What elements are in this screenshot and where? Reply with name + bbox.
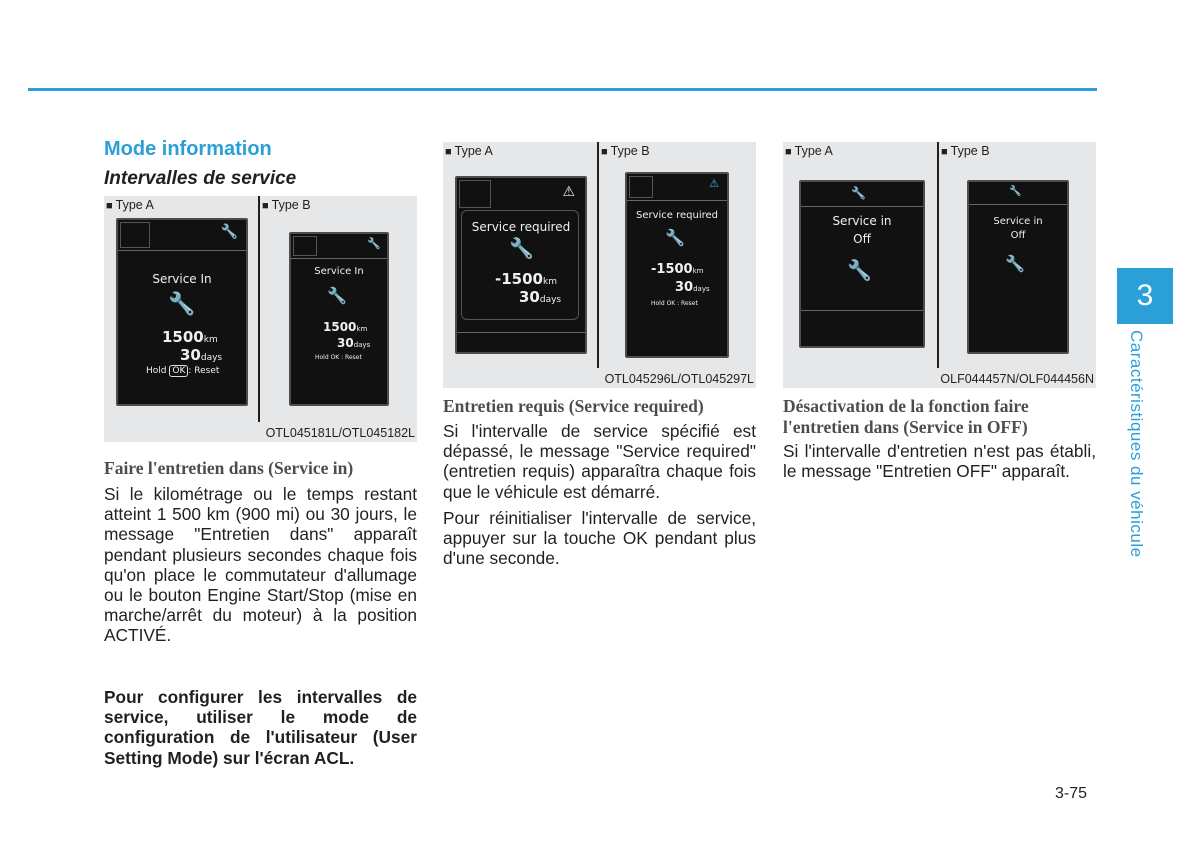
km-value: -1500km <box>495 270 557 288</box>
figure-type-a-label: ■ Type A <box>106 198 154 212</box>
days-value: 30days <box>675 280 710 295</box>
figure-code: OTL045181L/OTL045182L <box>265 426 415 440</box>
figure-service-in <box>104 196 417 442</box>
screen-divider <box>801 310 923 311</box>
cluster-screen-type-b <box>967 180 1069 354</box>
km-value: 1500km <box>323 320 368 334</box>
screen-divider <box>291 258 387 259</box>
wrench-icon: 🔧 <box>851 186 866 200</box>
cluster-screen-type-b <box>625 172 729 358</box>
cluster-screen-type-a <box>455 176 587 354</box>
heading-service-in: Faire l'entretien dans (Service in) <box>104 458 354 478</box>
figure-code: OTL045296L/OTL045297L <box>604 372 754 386</box>
paragraph: Si l'intervalle d'entretien n'est pas établi, le message "Entretien OFF" apparaît. <box>783 441 1096 482</box>
figure-service-required <box>443 142 756 388</box>
service-message: Service In <box>152 272 212 286</box>
warning-icon: ⚠ <box>562 184 575 200</box>
body-service-in <box>104 484 417 646</box>
cluster-screen-type-b <box>289 232 389 406</box>
header-rule <box>28 88 1097 91</box>
chapter-tab: 3 <box>1117 268 1173 324</box>
screen-divider <box>118 250 246 251</box>
screen-icon-box <box>629 176 653 198</box>
hold-reset-hint: Hold OK : Reset <box>315 354 362 361</box>
service-status: Off <box>1010 230 1026 241</box>
service-message: Service required <box>471 220 571 234</box>
body-service-off <box>783 441 1096 481</box>
screen-divider <box>969 204 1067 205</box>
page-number: 3-75 <box>1055 785 1088 802</box>
wrench-icon: 🔧 <box>367 237 381 250</box>
figure-divider <box>258 196 260 422</box>
figure-type-b-label: ■ Type B <box>941 144 990 158</box>
heading-service-required: Entretien requis (Service required) <box>443 396 704 416</box>
warning-icon: ⚠ <box>709 177 719 190</box>
hold-reset-hint: Hold OK : Reset <box>146 366 220 376</box>
screen-divider <box>801 206 923 207</box>
paragraph: Si le kilométrage ou le temps restant atteint 1 500 km (900 mi) ou 30 jours, le message "Entretien dans" apparaît pendant plusieurs secondes chaque fois qu'on place le commutateur d'allumage ou le bouton Engine Start/Stop (mise en marche/arrêt du moteur) à la position ACTIVÉ. <box>104 484 417 646</box>
days-value: 30days <box>519 288 562 306</box>
wrench-icon: 🔧 <box>220 224 238 240</box>
figure-type-a-label: ■ Type A <box>785 144 833 158</box>
km-value: 1500km <box>162 328 218 346</box>
days-value: 30days <box>337 336 371 350</box>
wrench-icon: 🔧 <box>1009 186 1022 197</box>
subsection-title: Intervalles de service <box>104 168 297 189</box>
wrench-icon: 🔧 <box>1005 254 1025 273</box>
figure-code: OLF044457N/OLF044456N <box>940 372 1094 386</box>
wrench-icon: 🔧 <box>509 236 534 260</box>
paragraph: Pour réinitialiser l'intervalle de service, appuyer sur la touche OK pendant plus d'une seconde. <box>443 507 756 569</box>
hold-reset-hint: Hold OK : Reset <box>651 300 698 307</box>
paragraph: Pour configurer les intervalles de service, utiliser le mode de configuration de l'utilisateur (User Setting Mode) sur l'écran ACL. <box>104 687 417 768</box>
screen-icon-box <box>120 222 150 248</box>
cluster-screen-type-a <box>116 218 248 406</box>
figure-divider <box>597 142 599 368</box>
service-message: Service required <box>635 210 719 221</box>
wrench-icon: 🔧 <box>327 286 347 305</box>
wrench-icon: 🔧 <box>665 228 685 247</box>
paragraph: Si l'intervalle de service spécifié est dépassé, le message "Service required" (entretien requis) apparaîtra chaque fois que le véhicule est démarré. <box>443 421 756 502</box>
figure-type-a-label: ■ Type A <box>445 144 493 158</box>
service-message: Service in <box>832 214 892 228</box>
screen-icon-box <box>459 180 491 208</box>
note-user-setting <box>104 687 417 768</box>
figure-type-b-label: ■ Type B <box>262 198 311 212</box>
chapter-title: Caractéristiques du véhicule <box>1127 330 1146 558</box>
figure-divider <box>937 142 939 368</box>
service-status: Off <box>853 232 871 246</box>
cluster-screen-type-a <box>799 180 925 348</box>
figure-type-b-label: ■ Type B <box>601 144 650 158</box>
screen-divider <box>457 332 585 333</box>
service-message: Service In <box>314 266 364 277</box>
wrench-icon: 🔧 <box>168 292 196 317</box>
section-title: Mode information <box>104 138 272 160</box>
figure-service-off <box>783 142 1096 388</box>
heading-service-off: Désactivation de la fonction faire l'entretien dans (Service in OFF) <box>783 396 1029 437</box>
screen-icon-box <box>293 236 317 256</box>
service-message: Service in <box>993 216 1043 227</box>
screen-divider <box>627 200 727 201</box>
body-service-required <box>443 421 756 568</box>
days-value: 30days <box>180 346 223 364</box>
wrench-icon: 🔧 <box>847 258 872 282</box>
km-value: -1500km <box>651 262 704 277</box>
